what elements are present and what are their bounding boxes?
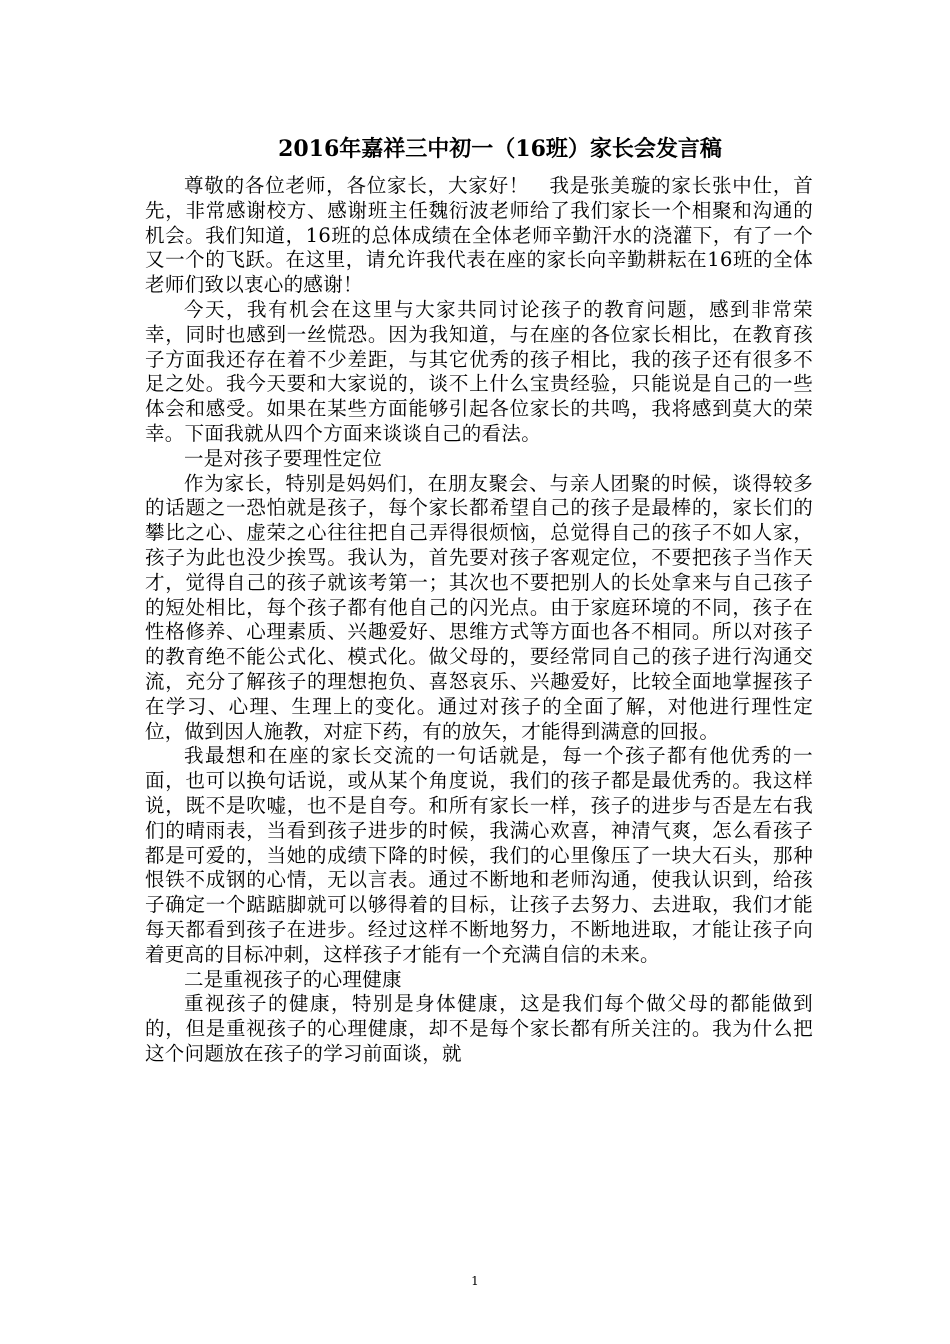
paragraph-section-1b: 我最想和在座的家长交流的一句话就是，每一个孩子都有他优秀的一面，也可以换句话说，或从某个角度说，我们的孩子都是最优秀的。我这样说，既不是吹嘘，也不是自夸。和所有家长一样，孩子的进步与否是左右我们的晴雨表，当看到孩子进步的时候，我满心欢喜，神清气爽，怎么看孩子都是可爱的，当她的成绩下降的时候，我们的心里像压了一块大石头，那种恨铁不成钢的心情，无以言表。通过不断地和老师沟通，使我认识到，给孩子确定一个踮踮脚就可以够得着的目标，让孩子去努力、去进取，我们才能每天都看到孩子在进步。经过这样不断地努力，不断地进取，才能让孩子向着更高的目标冲刺，这样孩子才能有一个充满自信的未来。 [145,744,813,966]
paragraph-introduction: 今天，我有机会在这里与大家共同讨论孩子的教育问题，感到非常荣幸，同时也感到一丝慌恐。因为我知道，与在座的各位家长相比，在教育孩子方面我还存在着不少差距，与其它优秀的孩子相比，我的孩子还有很多不足之处。我今天要和大家说的，谈不上什么宝贵经验，只能说是自己的一些体会和感受。如果在某些方面能够引起各位家长的共鸣，我将感到莫大的荣幸。下面我就从四个方面来谈谈自己的看法。 [145,297,813,445]
paragraph-greeting: 尊敬的各位老师，各位家长，大家好！ 我是张美璇的家长张中仕，首先，非常感谢校方、感谢班主任魏衍波老师给了我们家长一个相聚和沟通的机会。我们知道，16班的总体成绩在全体老师辛勤汗水的浇灌下，有了一个又一个的飞跃。在这里，请允许我代表在座的家长向辛勤耕耘在16班的全体老师们致以衷心的感谢！ [145,174,813,297]
document-title: 2016年嘉祥三中初一（16班）家长会发言稿 [278,136,722,162]
paragraph-section-2a: 重视孩子的健康，特别是身体健康，这是我们每个做父母的都能做到的，但是重视孩子的心理健康，却不是每个家长都有所关注的。我为什么把这个问题放在孩子的学习前面谈，就 [145,992,813,1065]
paragraph-section-1a: 作为家长，特别是妈妈们，在朋友聚会、与亲人团聚的时候，谈得较多的话题之一恐怕就是孩子，每个家长都希望自己的孩子是最棒的，家长们的攀比之心、虚荣之心往往把自己弄得很烦恼，总觉得自己的孩子不如人家，孩子为此也没少挨骂。我认为，首先要对孩子客观定位，不要把孩子当作天才，觉得自己的孩子就该考第一；其次也不要把别人的长处拿来与自己孩子的短处相比，每个孩子都有他自己的闪光点。由于家庭环境的不同，孩子在性格修养、心理素质、兴趣爱好、思维方式等方面也各不相同。所以对孩子的教育绝不能公式化、模式化。做父母的，要经常同自己的孩子进行沟通交流，充分了解孩子的理想抱负、喜怒哀乐、兴趣爱好，比较全面地掌握孩子在学习、心理、生理上的变化。通过对孩子的全面了解，对他进行理性定位，做到因人施教，对症下药，有的放矢，才能得到满意的回报。 [145,471,813,743]
document-body [145,174,813,1067]
section-heading-2: 二是重视孩子的心理健康 [184,967,402,991]
section-heading-1: 一是对孩子要理性定位 [184,446,383,470]
page-number: 1 [471,1274,479,1288]
